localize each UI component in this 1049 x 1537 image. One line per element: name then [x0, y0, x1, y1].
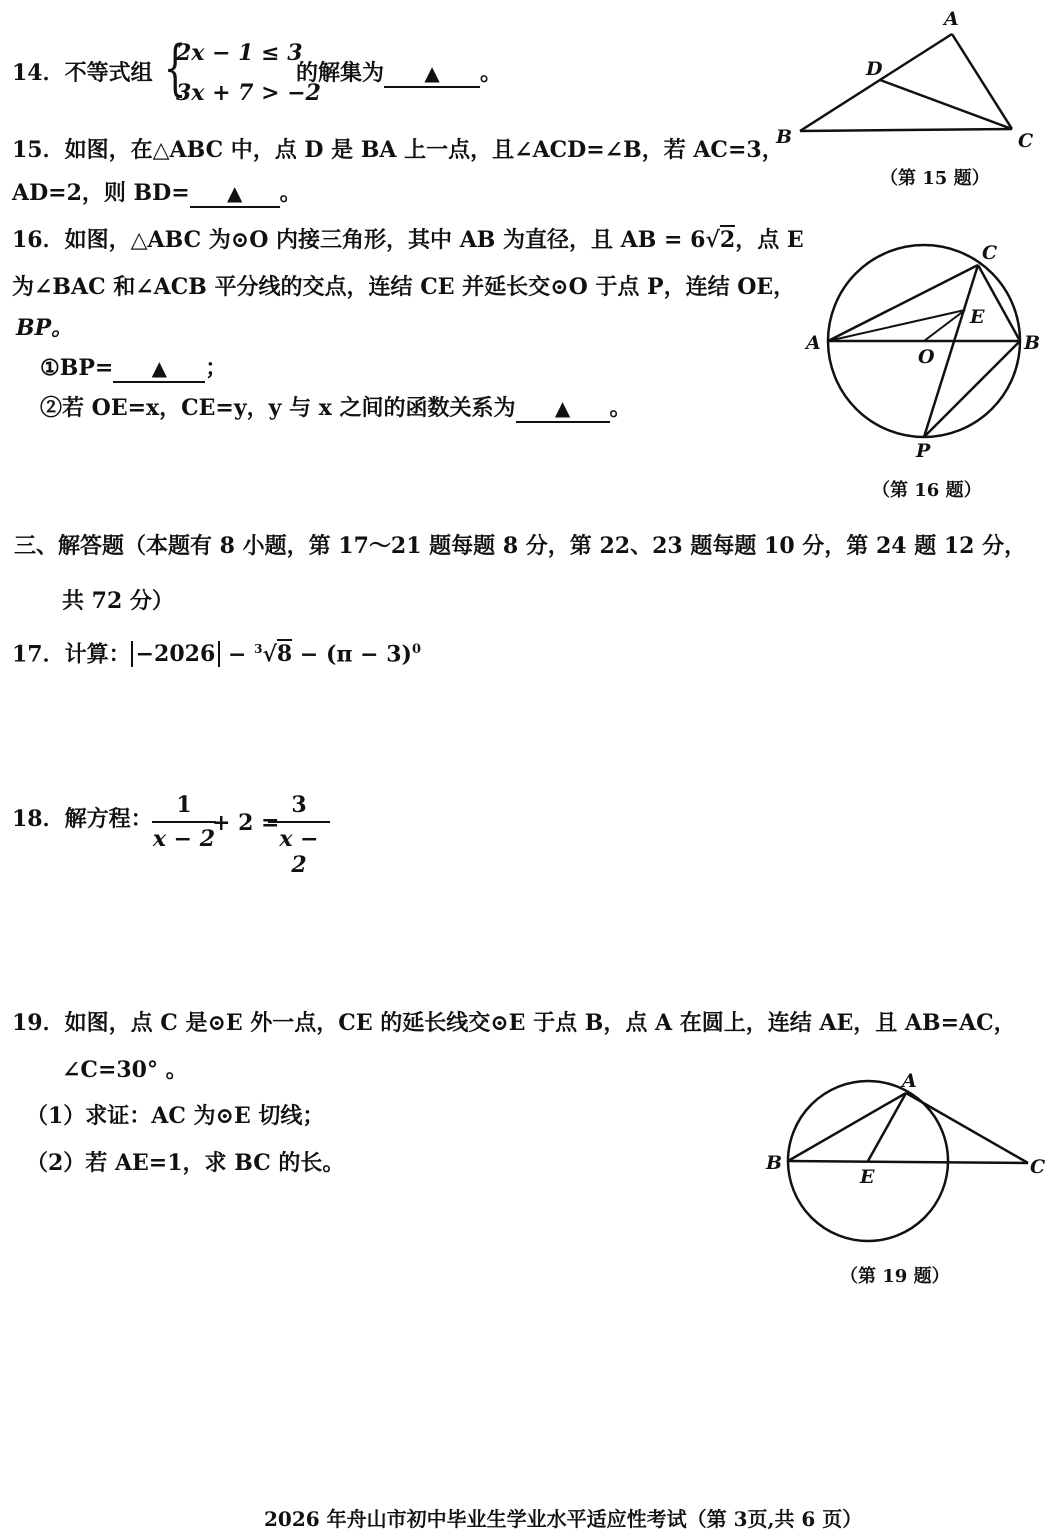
q18-fraction-1: 1 x − 2 — [152, 792, 216, 852]
q17-absolute-value: −2026 — [131, 641, 221, 667]
q19-label-e: E — [860, 1166, 875, 1188]
q16-label-a: A — [806, 332, 821, 354]
q16-caption: （第 16 题） — [872, 480, 982, 501]
q16-label-e: E — [970, 306, 985, 328]
q16-segment-bc — [978, 265, 1020, 341]
q15-line-2: AD=2，则 BD= ▲ 。 — [12, 180, 302, 206]
q17-root-index: 3 — [254, 642, 263, 656]
q16-blank-marker-2: ▲ — [554, 396, 571, 420]
q14-brace: { — [163, 33, 187, 103]
q16-label-c: C — [982, 242, 998, 264]
section3-heading: 三、解答题（本题有 8 小题，第 17～21 题每题 8 分，第 22、23 题每题 10 分，第 24 题 12 分， — [14, 533, 1027, 559]
q19-label-a: A — [902, 1070, 917, 1092]
q17-root-symbol: √ — [262, 641, 277, 668]
q14-prefix: 14．不等式组 — [12, 60, 153, 86]
q16-label-b: B — [1024, 332, 1041, 354]
q16-part-2: ②若 OE=x，CE=y，y 与 x 之间的函数关系为 ▲ 。 — [40, 395, 632, 421]
q19-label-c: C — [1030, 1156, 1045, 1178]
q15-segment-cd — [880, 80, 1012, 129]
q16-line-2: 为∠BAC 和∠ACB 平分线的交点，连结 CE 并延长交⊙O 于点 P，连结 OE， — [12, 274, 796, 300]
q16-circle-figure — [800, 235, 1045, 470]
q15-side-ac — [952, 34, 1012, 129]
page-footer: 2026 年舟山市初中毕业生学业水平适应性考试（第 3页,共 6 页） — [264, 1507, 863, 1531]
q18-label: 18．解方程： — [12, 806, 153, 832]
q15-label-a: A — [944, 8, 959, 30]
q15-label-c: C — [1018, 130, 1034, 152]
q17-expression: 17．计算： $-2026 - ^3√8 - (\pi - 3)^0$ — [12, 641, 422, 668]
q14-answer-line: 的解集为 ▲ 。 — [296, 60, 503, 86]
q19-part-2: （2）若 AE=1，求 BC 的长。 — [26, 1150, 345, 1176]
q15-label-b: B — [776, 126, 793, 148]
q16-label-o: O — [918, 346, 935, 368]
section3-heading-cont: 共 72 分） — [62, 588, 174, 614]
q16-blank-marker-1: ▲ — [151, 356, 167, 380]
q14-inequality-1: 2x − 1 ≤ 3 — [176, 40, 303, 66]
q16-line-1: 16．如图，△ABC 为⊙O 内接三角形，其中 AB 为直径，且 AB = 6√2，点 E — [12, 227, 804, 253]
q18-fraction-2: 3 x − 2 — [268, 792, 330, 878]
q14-inequality-2: 3x + 7 > −2 — [176, 80, 321, 106]
q19-part-1: （1）求证：AC 为⊙E 切线； — [26, 1103, 325, 1129]
q16-line-3: BP。 — [16, 315, 74, 341]
q19-line-2: ∠C=30° 。 — [62, 1057, 188, 1083]
q15-label-d: D — [866, 58, 883, 80]
q15-caption: （第 15 题） — [880, 168, 990, 189]
q15-line-1: 15．如图，在△ABC 中，点 D 是 BA 上一点，且∠ACD=∠B，若 AC=3， — [12, 137, 784, 163]
q19-label-b: B — [766, 1152, 783, 1174]
q19-caption: （第 19 题） — [840, 1266, 950, 1287]
q16-label-p: P — [916, 440, 931, 462]
q17-exponent: 0 — [411, 642, 422, 657]
q19-segment-bc — [788, 1161, 1028, 1163]
q16-part-1: ①BP= ▲ ； — [40, 355, 228, 381]
q15-triangle-figure — [770, 5, 1040, 165]
q15-side-ab — [800, 34, 952, 131]
q15-side-bc — [800, 129, 1012, 131]
q18-middle: + 2 = — [212, 810, 280, 836]
q19-segment-ac — [906, 1093, 1028, 1163]
q15-blank-marker: ▲ — [226, 181, 243, 205]
q17-radicand: 8 — [276, 641, 293, 668]
q14-blank-marker: ▲ — [424, 61, 440, 85]
q16-sqrt-symbol: √ — [705, 227, 720, 253]
q16-sqrt-radicand: 2 — [719, 227, 736, 253]
q19-circle-figure — [760, 1065, 1045, 1250]
q16-segment-ac — [828, 265, 978, 341]
q19-line-1: 19．如图，点 C 是⊙E 外一点，CE 的延长线交⊙E 于点 B，点 A 在圆上，连结 AE，且 AB=AC， — [12, 1010, 1016, 1036]
